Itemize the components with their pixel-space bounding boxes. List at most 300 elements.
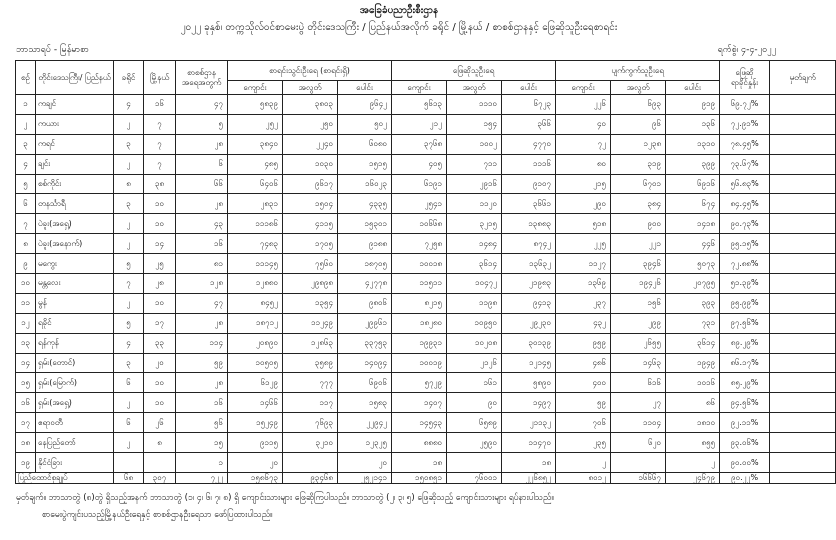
- row-cell: ၁၂၈၆၃: [283, 333, 338, 353]
- row-centers: ၂၈: [176, 313, 228, 333]
- row-township: ၈: [144, 433, 176, 453]
- note-line-1: မှတ်ချက်။ ဘာသာတွဲ (၈)တွဲ ရှိသည့်အနက် ဘာသာတွဲ (၁၊ ၄၊ ၆၊ ၇၊ ၈) ရှိ ကျောင်းသားများ ဖြေဆိုကြပါသည်။ ဘာသာတွဲ (၂၊ ၃၊ ၅) ဖြေဆိုသည့် ကျောင်းသားများ ရပ်နားပါသည်။: [16, 493, 554, 503]
- row-no: ၁၆: [16, 393, 36, 413]
- row-cell: ၅၀၇၃: [666, 254, 720, 274]
- row-cell: ၁၁၁၀: [447, 95, 502, 115]
- row-percent: ၈၆.၁၇%: [720, 353, 770, 373]
- row-cell: ၉၄၁၃: [502, 293, 556, 313]
- row-district: ၃: [114, 134, 144, 154]
- row-township: ၇: [144, 114, 176, 134]
- row-cell: ၁၁၅၁၁: [392, 274, 447, 294]
- row-township: ၃၈: [144, 174, 176, 194]
- header-percent: ဖြေဆို ရာခိုင်နှုန်း: [720, 61, 770, 95]
- total-cell: ၁၆၆၆၇: [611, 473, 666, 484]
- row-cell: [611, 453, 666, 473]
- row-centers: ၅: [176, 114, 228, 134]
- row-remark: [770, 95, 836, 115]
- row-cell: ၆၉၀၆: [338, 373, 392, 393]
- table-row: [16, 453, 836, 473]
- row-remark: [770, 174, 836, 194]
- row-township: ၁၆: [144, 95, 176, 115]
- row-cell: ၃၀၁၃၉: [502, 333, 556, 353]
- row-cell: ၂၃၅: [556, 433, 611, 453]
- row-cell: ၂၀၈၉၀: [228, 333, 283, 353]
- row-region: တနင်္သာရီ: [36, 194, 114, 214]
- row-cell: ၁၅၂၄၉: [228, 413, 283, 433]
- row-cell: ၃၉၉: [666, 154, 720, 174]
- row-cell: ၃၁၉: [611, 154, 666, 174]
- total-cell: ၂၄၆၇၉: [666, 473, 720, 484]
- table-row: [16, 114, 836, 134]
- row-centers: ၅၉: [176, 353, 228, 373]
- row-no: ၁၁: [16, 293, 36, 313]
- row-region: ကရင်: [36, 134, 114, 154]
- row-cell: ၁၅၃၀၁: [338, 214, 392, 234]
- row-region: ရန်ကုန်: [36, 333, 114, 353]
- row-cell: ၄၀၀: [556, 373, 611, 393]
- row-cell: ၁၁၂၄၉: [283, 313, 338, 333]
- row-cell: ၃၉၄၆: [611, 254, 666, 274]
- row-district: [114, 453, 144, 473]
- subheader-male: ကျောင်း: [392, 81, 447, 95]
- subheader-total: ပေါင်း: [666, 81, 720, 95]
- row-cell: ၁၅၈၃: [338, 393, 392, 413]
- row-cell: ၂၀: [338, 453, 392, 473]
- row-region: ဧရာဝတီ: [36, 413, 114, 433]
- row-percent: ၅၆.၈၃%: [720, 174, 770, 194]
- table-row: [16, 433, 836, 453]
- row-cell: ၁၈: [502, 453, 556, 473]
- header-region: တိုင်းဒေသကြီး/ ပြည်နယ်: [36, 61, 114, 95]
- row-cell: ၆၁၂၉: [228, 373, 283, 393]
- total-township: ၃၀၇: [144, 473, 176, 484]
- row-remark: [770, 254, 836, 274]
- row-district: ၃: [114, 353, 144, 373]
- subheader-total: ပေါင်း: [338, 81, 392, 95]
- row-cell: ၁၈၇၀၅: [338, 254, 392, 274]
- row-cell: ၉၁၉: [666, 95, 720, 115]
- row-cell: ၂၉၀: [556, 194, 611, 214]
- row-cell: ၇၀၆: [556, 413, 611, 433]
- total-cell: ၈၀၁၂: [556, 473, 611, 484]
- row-cell: ၁၄၀၇: [392, 393, 447, 413]
- row-percent: ၈၄.၄၅%: [720, 194, 770, 214]
- row-cell: ၂၉၈၉၈: [283, 274, 338, 294]
- table-row: [16, 134, 836, 154]
- total-centers: ၇၂၂: [176, 473, 228, 484]
- row-cell: ၁၀၃၀: [283, 154, 338, 174]
- row-centers: ၄၇: [176, 95, 228, 115]
- row-cell: ၉၈၀၆: [338, 293, 392, 313]
- header-absent: ပျက်ကွက်သူဦးရေ: [556, 61, 720, 81]
- row-cell: ၃၆၁၄: [666, 333, 720, 353]
- row-remark: [770, 134, 836, 154]
- row-cell: ၁၅၆: [611, 293, 666, 313]
- row-region: ရှမ်း(အရှေ့): [36, 393, 114, 413]
- table-row: [16, 154, 836, 174]
- row-district: ၅: [114, 254, 144, 274]
- row-percent: ၉၂.၁၁%: [720, 413, 770, 433]
- row-cell: ၁၄၁၈: [666, 214, 720, 234]
- row-no: ၄: [16, 154, 36, 174]
- row-cell: ၃၂၁၅: [447, 214, 502, 234]
- row-cell: ၆၀၈၀: [338, 134, 392, 154]
- row-centers: ၆: [176, 154, 228, 174]
- header-registered: စာရင်းသွင်းဦးရေ (စာရင်းရှိ): [228, 61, 392, 81]
- row-cell: [447, 453, 502, 473]
- row-cell: ၂၈၃၁: [228, 194, 283, 214]
- row-cell: ၂၂၉၄၂: [338, 413, 392, 433]
- row-cell: ၃၈၀၃: [283, 95, 338, 115]
- row-region: ကယား: [36, 114, 114, 134]
- row-cell: ၄၁၁၅: [283, 214, 338, 234]
- row-cell: ၁၀၉၅၀: [447, 313, 502, 333]
- row-cell: ၂၃၇: [556, 293, 611, 313]
- row-cell: ၉၆: [611, 114, 666, 134]
- row-remark: [770, 373, 836, 393]
- table-row: [16, 95, 836, 115]
- row-cell: ၂၁၂၆: [447, 353, 502, 373]
- row-centers: ၁၆: [176, 234, 228, 254]
- row-cell: [283, 453, 338, 473]
- total-cell: ၂၂၆၈၅၂: [502, 473, 556, 484]
- row-cell: ၁၉၉၃၁: [392, 333, 447, 353]
- total-percent: ၉၀.၂၂%: [720, 473, 770, 484]
- row-cell: ၆၉၃: [611, 95, 666, 115]
- row-district: ၂: [114, 393, 144, 413]
- row-cell: ၁၂၃၈: [611, 134, 666, 154]
- table-row: [16, 214, 836, 234]
- row-no: ၁၄: [16, 353, 36, 373]
- table-row: [16, 293, 836, 313]
- row-cell: ၁၁၁၆: [502, 154, 556, 174]
- row-centers: ၂၈: [176, 194, 228, 214]
- row-remark: [770, 353, 836, 373]
- row-cell: ၄၈၅: [228, 154, 283, 174]
- row-cell: ၁၀၀၂: [447, 134, 502, 154]
- table-row: [16, 393, 836, 413]
- row-remark: [770, 114, 836, 134]
- row-cell: ၉၁၈၈: [338, 234, 392, 254]
- row-cell: ၂၀၇၉၅: [666, 274, 720, 294]
- row-percent: ၈၉.၂၉%: [720, 333, 770, 353]
- total-cell: ၂၅၂၁၄၁: [338, 473, 392, 484]
- row-township: ၁၀: [144, 194, 176, 214]
- row-remark: [770, 293, 836, 313]
- row-cell: ၁၁၂၇: [556, 254, 611, 274]
- row-cell: ၂: [556, 453, 611, 473]
- row-centers: ၈၁: [176, 254, 228, 274]
- row-cell: ၃၃၇၅၃: [338, 333, 392, 353]
- row-cell: ၃၆၆၁: [502, 194, 556, 214]
- row-cell: ၆၄၀၆: [228, 174, 283, 194]
- row-cell: ၁၁၀၄: [611, 413, 666, 433]
- table-row: [16, 174, 836, 194]
- row-cell: ၉၁၀၇: [502, 174, 556, 194]
- row-cell: ၅၁၈: [556, 214, 611, 234]
- row-township: ၂၆: [144, 413, 176, 433]
- row-centers: ၄၃: [176, 214, 228, 234]
- row-township: ၇: [144, 134, 176, 154]
- row-cell: ၉၆၁၇: [283, 174, 338, 194]
- row-district: ၈: [114, 174, 144, 194]
- note-line-2: စာမေးပွဲကျင်းပသည့်မြို့နယ်ဦးရေနှင့် စာစစ်ဌာနဦးရေသာ ဖော်ပြထားပါသည်။: [42, 510, 273, 520]
- row-cell: ၁၃၆: [666, 114, 720, 134]
- row-cell: ၃၉၃: [666, 293, 720, 313]
- row-cell: ၉၀၀: [611, 214, 666, 234]
- row-percent: ၅၁.၃၉%: [720, 274, 770, 294]
- row-no: ၂: [16, 114, 36, 134]
- table-row: [16, 254, 836, 274]
- subheader-total: ပေါင်း: [502, 81, 556, 95]
- row-no: ၁၇: [16, 413, 36, 433]
- row-region: မွန်: [36, 293, 114, 313]
- row-cell: ၂၂၆: [556, 95, 611, 115]
- row-region: ချင်း: [36, 154, 114, 174]
- row-region: စစ်ကိုင်း: [36, 174, 114, 194]
- row-district: ၂: [114, 214, 144, 234]
- row-township: ၁၀: [144, 293, 176, 313]
- row-percent: ၇၂.၈၈%: [720, 254, 770, 274]
- row-cell: ၂၂၅: [556, 234, 611, 254]
- row-cell: ၃၈၄၀: [228, 134, 283, 154]
- row-cell: ၃၆၆: [502, 114, 556, 134]
- row-cell: ၁၉၄၉: [666, 353, 720, 373]
- row-district: ၇: [114, 274, 144, 294]
- row-cell: ၈၈၈၀: [392, 433, 447, 453]
- row-remark: [770, 274, 836, 294]
- row-centers: ၁၂၈: [176, 274, 228, 294]
- row-percent: ၉၀.၇၃%: [720, 214, 770, 234]
- row-cell: ၂၀: [228, 453, 283, 473]
- row-cell: ၇၁၁: [447, 154, 502, 174]
- row-cell: ၁၀၂၀၈: [447, 333, 502, 353]
- row-cell: ၁၂၈၈၀: [228, 274, 283, 294]
- table-row: [16, 194, 836, 214]
- row-no: ၅: [16, 174, 36, 194]
- header-township: မြို့နယ်: [144, 61, 176, 95]
- row-district: ၆: [114, 413, 144, 433]
- row-cell: ၁၀၀၁၈: [392, 254, 447, 274]
- row-cell: ၁၄၆၆: [228, 393, 283, 413]
- row-cell: ၁၈၂၈၀: [392, 313, 447, 333]
- row-cell: ၁၇၀၅: [283, 234, 338, 254]
- row-centers: ၄၇: [176, 293, 228, 313]
- row-township: ၂၅: [144, 254, 176, 274]
- subheader-male: ကျောင်း: [228, 81, 283, 95]
- row-percent: ၇၂.၉၁%: [720, 114, 770, 134]
- row-cell: ၈၆: [666, 393, 720, 413]
- row-cell: ၂၁၂: [392, 114, 447, 134]
- total-label: ပြည်ထောင်စုချုပ်: [16, 473, 114, 484]
- row-cell: ၂၅၂: [228, 114, 283, 134]
- total-cell: ၁၅၈၆၇၃: [228, 473, 283, 484]
- row-cell: ၃၂၁၀: [283, 433, 338, 453]
- row-centers: ၅၆: [176, 413, 228, 433]
- row-cell: ၂၁၅: [556, 174, 611, 194]
- row-remark: [770, 313, 836, 333]
- row-cell: ၇၅၆၀: [283, 254, 338, 274]
- row-centers: ၁၅: [176, 433, 228, 453]
- row-cell: ၅၈၃၉: [228, 95, 283, 115]
- row-cell: ၁၀၅၀၅: [228, 353, 283, 373]
- row-cell: ၄၂၇၇၈: [338, 274, 392, 294]
- total-cell: ၁၅၀၈၅၁: [392, 473, 447, 484]
- row-percent: ၈၅.၂၉%: [720, 373, 770, 393]
- subject-label: ဘာသာရပ် - မြန်မာစာ: [16, 45, 89, 55]
- total-district: ၆၈: [114, 473, 144, 484]
- total-remark: [770, 473, 836, 484]
- row-cell: ၁၁၁၄၅: [228, 254, 283, 274]
- row-cell: ၆၇၀၁: [611, 174, 666, 194]
- row-cell: ၂၅၄၁: [392, 194, 447, 214]
- row-cell: ၁၈၁၀: [666, 413, 720, 433]
- row-no: ၁: [16, 95, 36, 115]
- total-cell: ၇၆၀၀၁: [447, 473, 502, 484]
- row-township: [144, 453, 176, 473]
- row-cell: ၁၀၆၆၈: [392, 214, 447, 234]
- row-centers: ၂၈: [176, 373, 228, 393]
- row-centers: ၁: [176, 453, 228, 473]
- row-remark: [770, 333, 836, 353]
- row-cell: ၁၅၁၅: [338, 154, 392, 174]
- row-centers: ၁၁၄: [176, 333, 228, 353]
- row-no: ၉: [16, 254, 36, 274]
- row-cell: ၂၉၉: [611, 313, 666, 333]
- row-percent: ၉၄.၅၆%: [720, 393, 770, 413]
- row-cell: ၁၈: [392, 453, 447, 473]
- row-region: နိုင်ငံခြား: [36, 453, 114, 473]
- row-cell: ၁၂၃၂၅: [338, 433, 392, 453]
- row-cell: ၂၉၉၆၁: [338, 313, 392, 333]
- row-district: ၂: [114, 293, 144, 313]
- row-cell: ၁၄၉၇: [502, 393, 556, 413]
- row-township: ၁၀: [144, 393, 176, 413]
- row-township: ၂၈: [144, 274, 176, 294]
- row-cell: ၈၂၁၅: [392, 293, 447, 313]
- row-cell: ၅၆၁၃: [392, 95, 447, 115]
- row-remark: [770, 214, 836, 234]
- row-cell: ၂၅၉၀: [447, 433, 502, 453]
- row-centers: ၂၈: [176, 134, 228, 154]
- row-cell: ၂၂၁: [611, 234, 666, 254]
- row-cell: ၆၁၆: [611, 373, 666, 393]
- row-percent: ၆၉.၇၂%: [720, 95, 770, 115]
- header-district: ခရိုင်: [114, 61, 144, 95]
- header-appeared: ဖြေဆိုသူဦးရေ: [392, 61, 556, 81]
- row-remark: [770, 413, 836, 433]
- row-cell: ၁၆၁: [447, 373, 502, 393]
- row-region: ရှမ်း(တောင်): [36, 353, 114, 373]
- row-township: ၁၄: [144, 234, 176, 254]
- row-cell: ၄၀: [556, 114, 611, 134]
- page-title: အခြေခံပညာဦးစီးဌာန: [359, 5, 439, 16]
- row-cell: ၁၃၆၃၂: [502, 254, 556, 274]
- row-centers: ၆၆: [176, 174, 228, 194]
- row-district: ၄: [114, 95, 144, 115]
- table-row: [16, 353, 836, 373]
- row-no: ၆: [16, 194, 36, 214]
- row-township: ၃၃: [144, 333, 176, 353]
- row-cell: ၁၁၄၇၀: [502, 433, 556, 453]
- row-cell: ၆၇၄: [666, 194, 720, 214]
- row-remark: [770, 453, 836, 473]
- row-cell: ၃၇၆၈: [392, 134, 447, 154]
- row-cell: ၆၂၀: [611, 433, 666, 453]
- row-cell: ၁၄၅၄၃: [392, 413, 447, 433]
- row-cell: ၈၅၅: [666, 433, 720, 453]
- row-district: ၂: [114, 114, 144, 134]
- row-cell: ၁၄၀၉၄: [338, 353, 392, 373]
- table-row: [16, 313, 836, 333]
- row-region: ပဲခူး(အနောက်): [36, 234, 114, 254]
- row-percent: ၉၀.၀၀%: [720, 453, 770, 473]
- row-cell: ၁၉၄၂၆: [611, 274, 666, 294]
- row-township: ၁၀: [144, 373, 176, 393]
- row-percent: ၉၅.၁၅%: [720, 234, 770, 254]
- row-cell: ၂၅၀: [283, 114, 338, 134]
- row-centers: ၁၆: [176, 393, 228, 413]
- row-cell: ၁၄၆၃: [611, 353, 666, 373]
- row-cell: ၁၆၀၂၃: [338, 174, 392, 194]
- row-cell: ၃၅၈၉: [283, 353, 338, 373]
- row-cell: ၇၄၈၃: [228, 234, 283, 254]
- row-cell: ၂၂၄၀: [283, 134, 338, 154]
- row-cell: ၁၁၂၀: [447, 194, 502, 214]
- row-cell: ၇၂၅၈: [392, 234, 447, 254]
- row-remark: [770, 154, 836, 174]
- row-cell: ၇၆၉၃: [283, 413, 338, 433]
- row-cell: ၁၀၀၁၉: [392, 353, 447, 373]
- row-no: ၇: [16, 214, 36, 234]
- row-region: မန္တလေး: [36, 274, 114, 294]
- table-row: [16, 274, 836, 294]
- row-region: ရှမ်း(မြောက်): [36, 373, 114, 393]
- row-cell: ၂: [666, 453, 720, 473]
- row-cell: ၁၁၉၈: [447, 293, 502, 313]
- row-no: ၁၅: [16, 373, 36, 393]
- row-cell: ၇၂: [556, 134, 611, 154]
- row-region: နေပြည်တော်: [36, 433, 114, 453]
- row-district: ၄: [114, 333, 144, 353]
- table-row: [16, 234, 836, 254]
- table-row: [16, 413, 836, 433]
- row-no: ၁၉: [16, 453, 36, 473]
- row-percent: ၉၃.၀၆%: [720, 433, 770, 453]
- row-region: မကွေး: [36, 254, 114, 274]
- row-cell: ၅၈၉၀: [502, 373, 556, 393]
- row-cell: ၁၅၄: [447, 114, 502, 134]
- subheader-male: ကျောင်း: [556, 81, 611, 95]
- row-remark: [770, 433, 836, 453]
- row-cell: ၄၃၂: [556, 313, 611, 333]
- results-table: [15, 60, 836, 484]
- row-no: ၃: [16, 134, 36, 154]
- header-no: စဉ်: [16, 61, 36, 95]
- row-cell: ၆၇၂၃: [502, 95, 556, 115]
- row-cell: ၆၅၈၉: [447, 413, 502, 433]
- row-no: ၁၃: [16, 333, 36, 353]
- row-cell: ၁၄၈၄: [447, 234, 502, 254]
- row-cell: ၁၅၀၄: [283, 194, 338, 214]
- row-district: ၆: [114, 373, 144, 393]
- row-cell: ၂၁၁၃၂: [502, 413, 556, 433]
- row-cell: ၄၃၃၅: [338, 194, 392, 214]
- row-percent: ၇၃.၆၇%: [720, 154, 770, 174]
- row-cell: ၉၁၁၅: [228, 433, 283, 453]
- row-cell: ၁၀၁၆: [666, 373, 720, 393]
- row-cell: ၃၆၁၄: [447, 254, 502, 274]
